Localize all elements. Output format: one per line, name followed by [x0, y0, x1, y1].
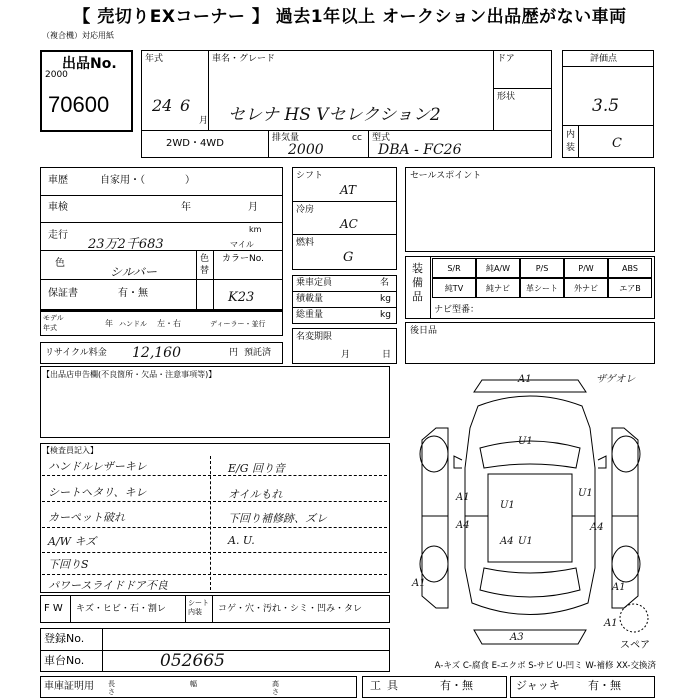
shift-value: AT	[340, 183, 357, 197]
shift-label: シフト	[296, 171, 324, 181]
ac-value: AC	[340, 217, 358, 231]
top-note: （複合機）対応用紙	[42, 31, 114, 40]
name-change-unit: 月	[341, 350, 351, 360]
model-label: 型式	[372, 133, 391, 143]
tools-value: 有・無	[440, 679, 473, 692]
equipment-item: P/S	[520, 258, 564, 278]
equipment-item: 純TV	[432, 278, 476, 298]
equipment-label: 装備品	[412, 262, 423, 303]
recycle-status: 預託済	[244, 348, 272, 358]
recycle-label: リサイクル料金	[45, 348, 107, 358]
warranty-value: 有・無	[118, 288, 148, 299]
equipment-item: P/W	[564, 258, 608, 278]
model-year-label-1: モデル	[43, 314, 64, 322]
model-value: DBA - FC26	[378, 142, 462, 158]
jack-value: 有・無	[588, 679, 621, 692]
handle-value: 左・右	[157, 319, 181, 328]
year-label: 年式	[145, 54, 164, 64]
inspector-note: シートヘタリ、キレ	[48, 486, 147, 499]
score-value: 3.5	[592, 96, 620, 116]
car-damage-diagram	[400, 368, 660, 658]
after-date-label: 後日品	[410, 326, 438, 336]
gross-unit: kg	[380, 310, 391, 320]
chassis-label: 車台No.	[44, 654, 85, 667]
load-label: 積載量	[296, 294, 324, 304]
equipment-item: 純A/W	[476, 258, 520, 278]
model-year-label-2: 年式	[43, 324, 57, 332]
damage-mark: A1	[518, 374, 532, 385]
sales-point-label: セールスポイント	[410, 171, 482, 181]
lot-label: 出品No.	[62, 56, 117, 72]
capacity-label: 乗車定員	[296, 278, 333, 288]
navi-label: ナビ型番：	[434, 305, 480, 315]
equipment-item: S/R	[432, 258, 476, 278]
mileage-value: 23万2千683	[88, 237, 164, 252]
inspection-month-unit: 月	[248, 202, 258, 213]
registration-label: 登録No.	[44, 632, 85, 645]
load-unit: kg	[380, 294, 391, 304]
model-year-unit: 年	[105, 319, 113, 328]
month-label: 月	[199, 116, 209, 126]
lot-year-code: 2000	[45, 70, 68, 80]
reg-value: 自家用・（ ）	[100, 175, 195, 186]
name-value: セレナ HS Vセレクション2	[228, 105, 441, 125]
door-label: ドア	[497, 54, 515, 64]
damage-legend: A-キズ C-腐食 E-エクボ S-サビ U-凹ミ W-補修 XX-交換済	[434, 661, 656, 671]
tools-label: 工具	[370, 679, 404, 692]
inspector-note: 下回り補修跡、ズレ	[228, 512, 327, 525]
inspector-note: E/G 回り音	[228, 462, 286, 475]
recycle-unit: 円	[229, 348, 239, 358]
seller-info-label: 【出品店申告欄(不良箇所・欠品・注意事項等)】	[42, 370, 217, 379]
shape-label: 形状	[497, 92, 516, 102]
cert-label: 車庫証明用	[44, 681, 94, 692]
equipment-item: ABS	[608, 258, 652, 278]
color-change-2: 替	[200, 266, 210, 276]
interior-label-2: 装	[566, 143, 576, 153]
handle-label: ハンドル	[119, 320, 147, 328]
color-no-value: K23	[228, 290, 255, 305]
gross-label: 総重量	[296, 310, 324, 320]
inspection-year-unit: 年	[181, 202, 191, 213]
cert-item: 高さ	[272, 680, 279, 696]
after-date-box	[405, 322, 655, 364]
score-label: 評価点	[590, 54, 618, 64]
equipment-item: 外ナビ	[564, 278, 608, 298]
displacement-value: 2000	[288, 142, 324, 158]
mile-label: マイル	[230, 240, 254, 249]
fuel-value: G	[343, 250, 354, 265]
damage-mark: ザゲオレ	[596, 374, 636, 385]
equipment-item: 純ナビ	[476, 278, 520, 298]
seat-label: シート内装	[188, 599, 209, 616]
cert-item: 幅	[190, 680, 197, 688]
damage-mark: A1	[604, 618, 618, 629]
inspector-note: オイルもれ	[228, 488, 283, 501]
interior-label-1: 内	[566, 130, 576, 140]
damage-mark: A1	[412, 578, 426, 589]
chassis-value: 052665	[160, 651, 225, 671]
displacement-label: 排気量	[272, 133, 300, 143]
damage-mark: A4	[456, 520, 470, 531]
dealer-label: ディーラー・並行	[210, 320, 266, 328]
km-label: km	[249, 225, 262, 234]
seat-value: コゲ・穴・汚れ・シミ・凹み・タレ	[218, 604, 363, 614]
spare-label: スペア	[620, 640, 650, 651]
cert-item: 長さ	[108, 680, 115, 696]
inspector-note: A/W キズ	[48, 535, 97, 548]
name-change-label: 名変期限	[296, 332, 333, 342]
inspector-note: 下回りS	[48, 558, 89, 571]
banner-title: 【 売切りEXコーナー 】 過去1年以上 オークション出品歴がない車両	[0, 0, 700, 34]
damage-mark: A1	[612, 582, 626, 593]
fuel-label: 燃料	[296, 238, 315, 248]
lot-number: 70600	[48, 92, 110, 117]
color-change-1: 色	[200, 254, 210, 264]
inspector-note: A. U.	[228, 534, 255, 547]
inspector-note: パワースライドドア不良	[48, 579, 168, 592]
damage-mark: U1	[500, 500, 515, 511]
cc-label: cc	[352, 133, 362, 143]
reg-label: 車歴	[48, 175, 68, 186]
mileage-label: 走行	[48, 230, 68, 241]
damage-mark: A4	[590, 522, 604, 533]
equipment-item: エアB	[608, 278, 652, 298]
ac-label: 冷房	[296, 205, 315, 215]
color-label: 色	[55, 258, 65, 269]
inspection-label: 車検	[48, 202, 68, 213]
damage-mark: A1	[456, 492, 470, 503]
color-no-label: カラーNo.	[222, 254, 264, 264]
damage-mark: A4	[500, 536, 514, 547]
interior-value: C	[612, 136, 622, 151]
damage-mark: A3	[510, 632, 524, 643]
capacity-unit: 名	[380, 278, 390, 288]
name-change-day: 日	[382, 350, 392, 360]
name-label: 車名・グレード	[212, 54, 276, 64]
color-value: シルバー	[110, 265, 157, 279]
equipment-item: 革シート	[520, 278, 564, 298]
inspector-label: 【検査員記入】	[42, 446, 98, 455]
damage-mark: U1	[518, 436, 533, 447]
damage-mark: U1	[518, 536, 533, 547]
year-value: 24	[152, 96, 173, 115]
fw-value: キズ・ヒビ・石・割レ	[76, 604, 166, 614]
damage-mark: U1	[578, 488, 593, 499]
jack-label: ジャッキ	[516, 679, 560, 692]
recycle-value: 12,160	[132, 345, 181, 361]
fw-label: F W	[44, 603, 63, 614]
month-value: 6	[180, 96, 191, 115]
warranty-label: 保証書	[48, 288, 78, 299]
drive-label: 2WD・4WD	[166, 138, 224, 149]
inspector-note: カーペット破れ	[48, 511, 125, 524]
inspector-note: ハンドルレザーキレ	[48, 460, 147, 473]
